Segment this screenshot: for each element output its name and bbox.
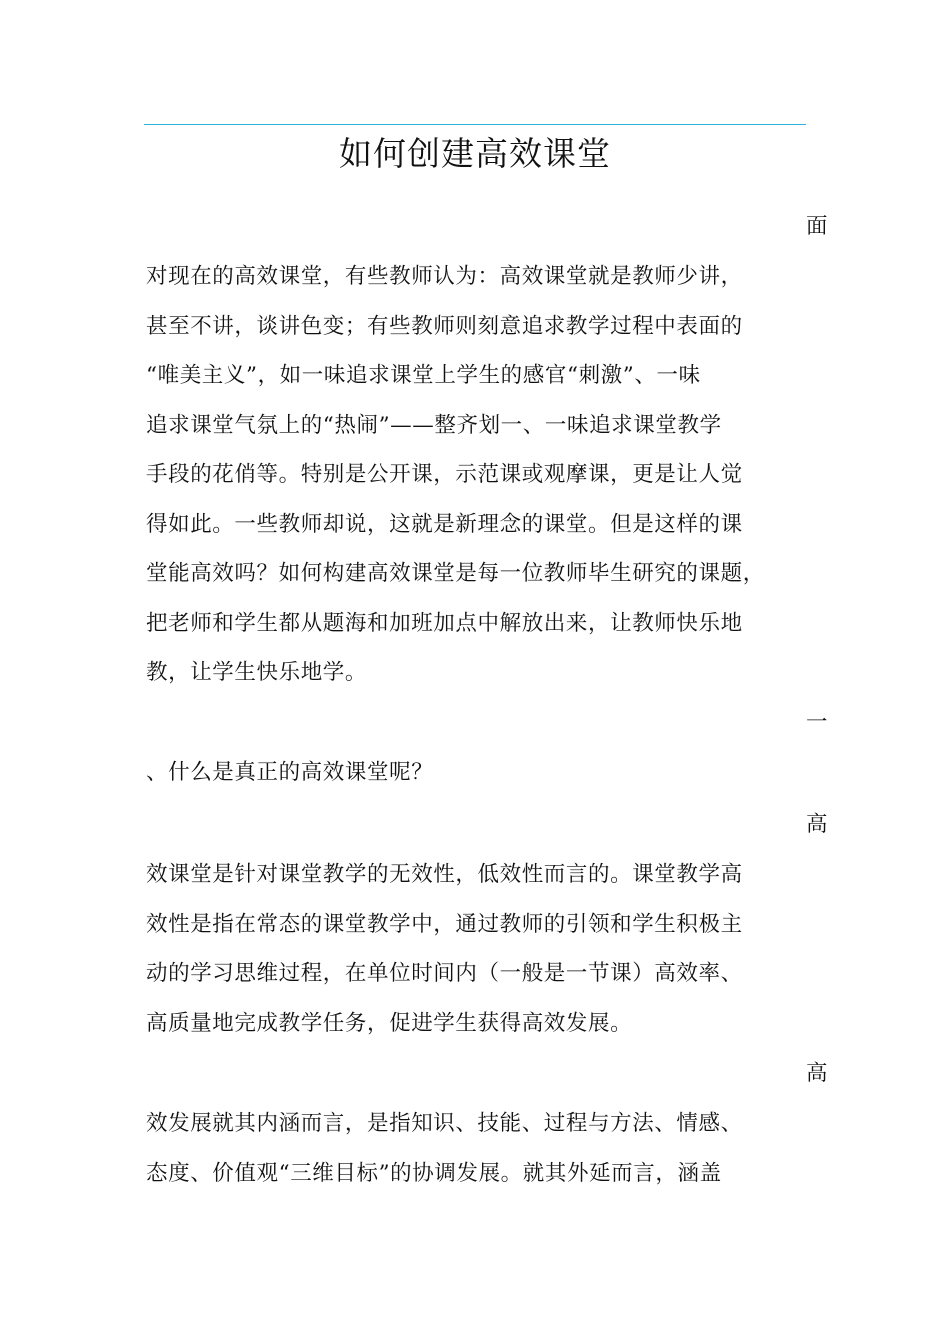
block-4-lead-char: 高: [806, 1061, 828, 1086]
block-3-lead-char: 高: [806, 812, 828, 837]
text-line: “唯美主义”，如一味追求课堂上学生的感官“刺激”、一味: [146, 363, 701, 388]
document-title: 如何创建高效课堂: [339, 134, 611, 173]
text-line: 手段的花俏等。特别是公开课，示范课或观摩课，更是让人觉: [146, 462, 743, 487]
section-heading-line: 、什么是真正的高效课堂呢？: [146, 760, 434, 785]
text-line: 高质量地完成教学任务，促进学生获得高效发展。: [146, 1010, 633, 1036]
text-line: 把老师和学生都从题海和加班加点中解放出来，让教师快乐地: [146, 610, 743, 636]
text-line: 对现在的高效课堂，有些教师认为：高效课堂就是教师少讲，: [146, 264, 743, 289]
block-2-heading: [146, 748, 798, 798]
block-2-lead-char: 一: [806, 710, 828, 735]
block-4-paragraph: [146, 1099, 798, 1198]
text-line: 得如此。一些教师却说，这就是新理念的课堂。但是这样的课: [146, 511, 743, 537]
text-line: 效发展就其内涵而言，是指知识、技能、过程与方法、情感、: [146, 1111, 743, 1136]
text-line: 态度、价值观“三维目标”的协调发展。就其外延而言，涵盖: [146, 1160, 722, 1186]
text-line: 甚至不讲，谈讲色变；有些教师则刻意追求教学过程中表面的: [146, 313, 743, 339]
block-1-paragraph: [146, 252, 798, 698]
text-line: 动的学习思维过程，在单位时间内（一般是一节课）高效率、: [146, 961, 743, 986]
text-line: 效课堂是针对课堂教学的无效性，低效性而言的。课堂教学高: [146, 862, 743, 887]
text-line: 效性是指在常态的课堂教学中，通过教师的引领和学生积极主: [146, 911, 743, 937]
text-line: 堂能高效吗？如何构建高效课堂是每一位教师毕生研究的课题，: [146, 561, 765, 586]
header-rule: [144, 124, 806, 125]
block-3-paragraph: [146, 850, 798, 1048]
text-line: 教，让学生快乐地学。: [146, 660, 368, 685]
block-1-lead-char: 面: [806, 214, 828, 239]
text-line: 追求课堂气氛上的“热闹”——整齐划一、一味追求课堂教学: [146, 412, 722, 438]
